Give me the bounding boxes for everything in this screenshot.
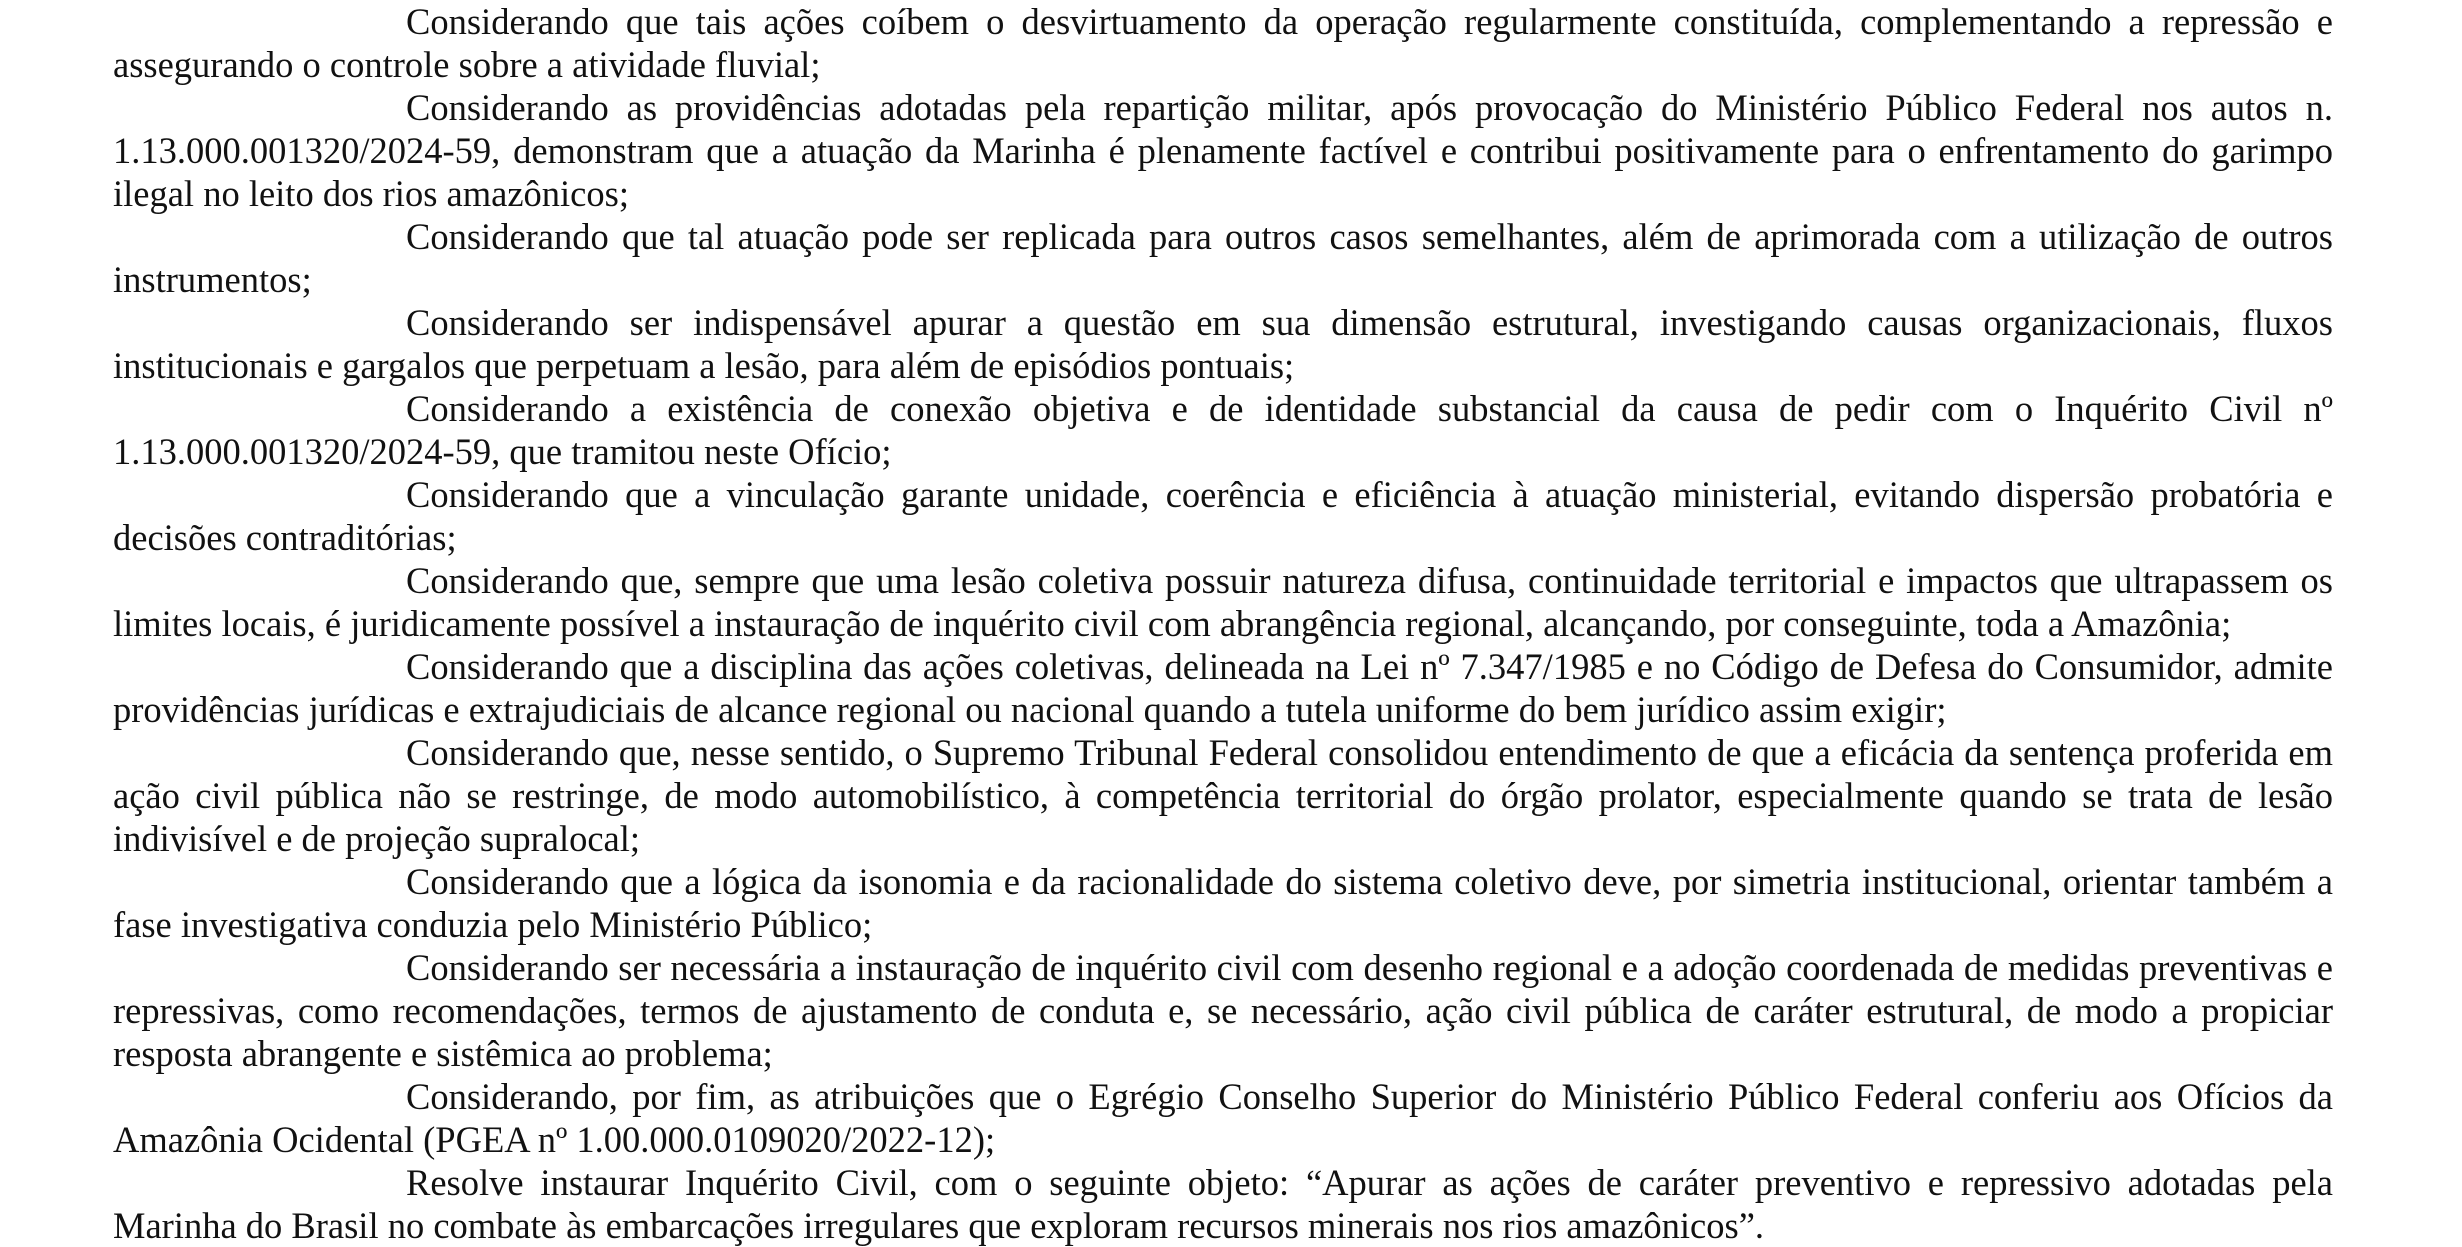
paragraph-considerando-vinculacao: Considerando que a vinculação garante unidade, coerência e eficiência à atuação ministerial, evitando dispersão probatória e decisões contraditórias;	[113, 474, 2333, 558]
paragraph-considerando-inquerito-regional: Considerando ser necessária a instauração de inquérito civil com desenho regional e a adoção coordenada de medidas preventivas e repressivas, como recomendações, termos de ajustamento de conduta e, se necessário, ação civil pública de caráter estrutural, de modo a propiciar resposta abrangente e sistêmica ao problema;	[113, 947, 2333, 1074]
paragraph-considerando-acoes-coletivas: Considerando que a disciplina das ações coletivas, delineada na Lei nº 7.347/1985 e no Código de Defesa do Consumidor, admite providências jurídicas e extrajudiciais de alcance regional ou nacional quando a tutela uniforme do bem jurídico assim exigir;	[113, 646, 2333, 730]
paragraph-considerando-acoes: Considerando que tais ações coíbem o desvirtuamento da operação regularmente constituída, complementando a repressão e assegurando o controle sobre a atividade fluvial;	[113, 1, 2333, 85]
paragraph-considerando-isonomia: Considerando que a lógica da isonomia e da racionalidade do sistema coletivo deve, por simetria institucional, orientar também a fase investigativa conduzia pelo Ministério Público;	[113, 861, 2333, 945]
paragraph-considerando-providencias: Considerando as providências adotadas pela repartição militar, após provocação do Ministério Público Federal nos autos n. 1.13.000.001320/2024-59, demonstram que a atuação da Marinha é plenamente factível e contribui positivamente para o enfrentamento do garimpo ilegal no leito dos rios amazônicos;	[113, 87, 2333, 214]
paragraph-considerando-lesao-coletiva: Considerando que, sempre que uma lesão coletiva possuir natureza difusa, continuidade territorial e impactos que ultrapassem os limites locais, é juridicamente possível a instauração de inquérito civil com abrangência regional, alcançando, por conseguinte, toda a Amazônia;	[113, 560, 2333, 644]
paragraph-considerando-estrutural: Considerando ser indispensável apurar a questão em sua dimensão estrutural, investigando causas organizacionais, fluxos institucionais e gargalos que perpetuam a lesão, para além de episódios pontuais;	[113, 302, 2333, 386]
paragraph-considerando-replicada: Considerando que tal atuação pode ser replicada para outros casos semelhantes, além de aprimorada com a utilização de outros instrumentos;	[113, 216, 2333, 300]
paragraph-resolve: Resolve instaurar Inquérito Civil, com o seguinte objeto: “Apurar as ações de caráter preventivo e repressivo adotadas pela Marinha do Brasil no combate às embarcações irregulares que exploram recursos minerais nos rios amazônicos”.	[113, 1162, 2333, 1246]
document-body	[113, 0, 2333, 1247]
paragraph-considerando-atribuicoes: Considerando, por fim, as atribuições que o Egrégio Conselho Superior do Ministério Público Federal conferiu aos Ofícios da Amazônia Ocidental (PGEA nº 1.00.000.0109020/2022-12);	[113, 1076, 2333, 1160]
paragraph-considerando-stf: Considerando que, nesse sentido, o Supremo Tribunal Federal consolidou entendimento de que a eficácia da sentença proferida em ação civil pública não se restringe, de modo automobilístico, à competência territorial do órgão prolator, especialmente quando se trata de lesão indivisível e de projeção supralocal;	[113, 732, 2333, 859]
paragraph-considerando-conexao: Considerando a existência de conexão objetiva e de identidade substancial da causa de pedir com o Inquérito Civil nº 1.13.000.001320/2024-59, que tramitou neste Ofício;	[113, 388, 2333, 472]
